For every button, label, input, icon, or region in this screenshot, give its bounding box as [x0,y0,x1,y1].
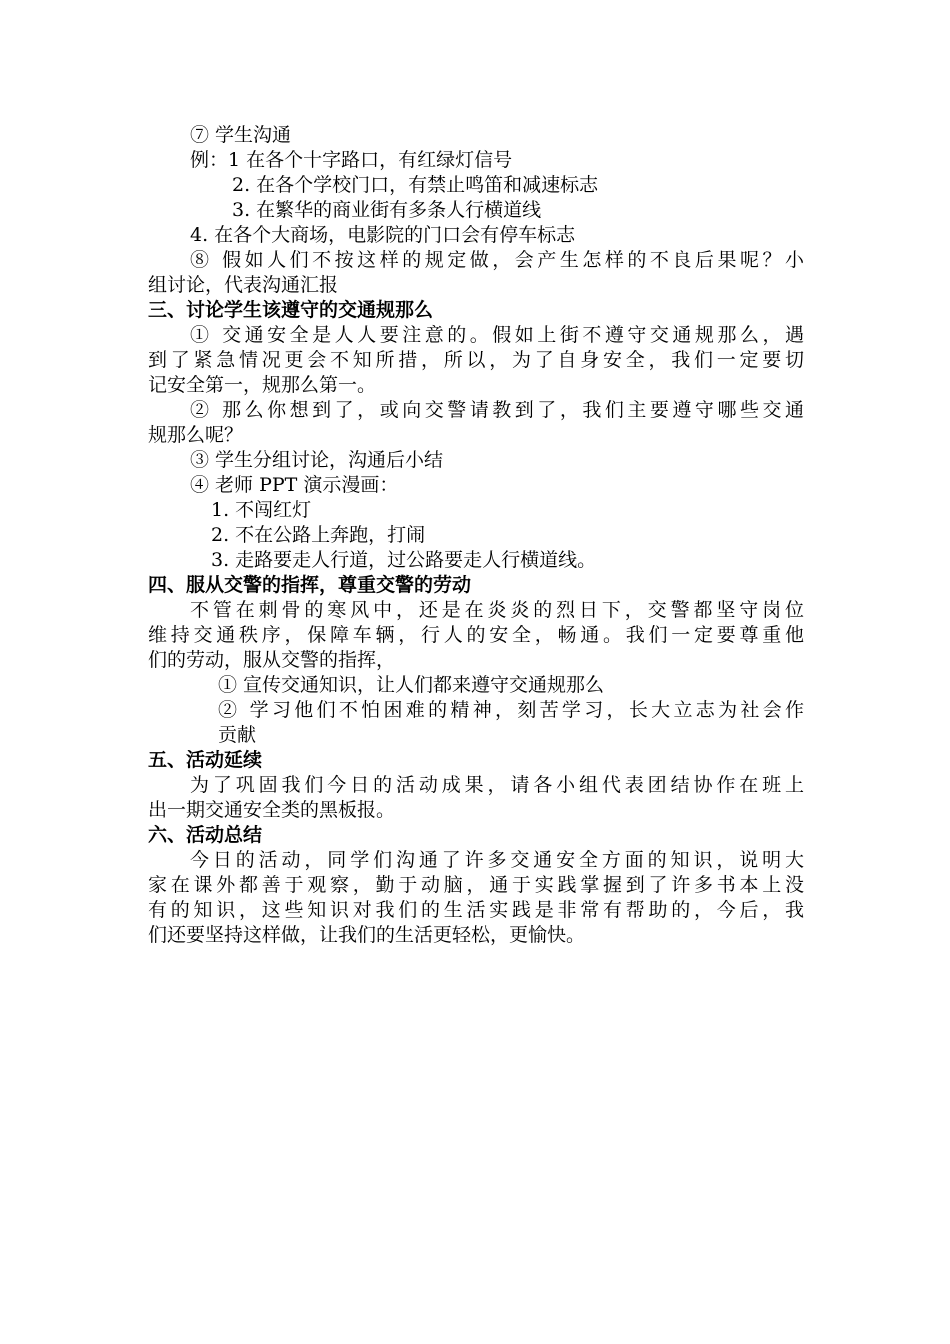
step-8-line-2: 组讨论，代表沟通汇报 [148,274,339,296]
para-6-line-4: 们还要坚持这样做，让我们的生活更轻松，更愉快。 [148,924,586,946]
para-5-line-1: 为了巩固我们今日的活动成果，请各小组代表团结协作在班上 [190,774,804,796]
para-3-4: ④ 老师 PPT 演示漫画： [190,474,399,496]
section-heading-4: 四、服从交警的指挥，尊重交警的劳动 [148,574,472,596]
section-heading-3: 三、讨论学生该遵守的交通规那么 [148,299,434,321]
para-6-line-3: 有的知识，这些知识对我们的生活实践是非常有帮助的，今后，我 [148,899,804,921]
item-4-2-line-1: ② 学习他们不怕困难的精神，刻苦学习，长大立志为社会作 [218,699,804,721]
para-4-line-3: 们的劳动，服从交警的指挥， [148,649,396,671]
para-3-1-line-1: ① 交通安全是人人要注意的。假如上街不遵守交通规那么，遇 [190,324,804,346]
example-line-3: 3. 在繁华的商业街有多条人行横道线 [232,199,542,221]
example-line-2: 2. 在各个学校门口，有禁止鸣笛和减速标志 [232,174,599,196]
cartoon-item-1: 1. 不闯红灯 [211,499,312,521]
example-line-4: 4. 在各个大商场，电影院的门口会有停车标志 [190,224,576,246]
cartoon-item-2: 2. 不在公路上奔跑，打闹 [211,524,426,546]
cartoon-item-3: 3. 走路要走人行道，过公路要走人行横道线。 [211,549,597,571]
para-4-line-2: 维持交通秩序，保障车辆，行人的安全，畅通。我们一定要尊重他 [148,624,804,646]
item-4-2-line-2: 贡献 [218,724,257,746]
step-8-line-1: ⑧ 假如人们不按这样的规定做，会产生怎样的不良后果呢？小 [190,249,804,271]
para-4-line-1: 不管在刺骨的寒风中，还是在炎炎的烈日下，交警都坚守岗位 [190,599,804,621]
para-3-1-line-2: 到了紧急情况更会不知所措，所以，为了自身安全，我们一定要切 [148,349,804,371]
para-3-1-line-3: 记安全第一，规那么第一。 [148,374,377,396]
example-line-1: 例：1 在各个十字路口，有红绿灯信号 [190,149,513,171]
para-3-3: ③ 学生分组讨论，沟通后小结 [190,449,444,471]
section-heading-5: 五、活动延续 [148,749,263,771]
para-5-line-2: 出一期交通安全类的黑板报。 [148,799,396,821]
item-4-1: ① 宣传交通知识，让人们都来遵守交通规那么 [218,674,605,696]
step-7-line: ⑦ 学生沟通 [190,124,292,146]
para-3-2-line-2: 规那么呢？ [148,424,244,446]
para-3-2-line-1: ② 那么你想到了，或向交警请教到了，我们主要遵守哪些交通 [190,399,804,421]
section-heading-6: 六、活动总结 [148,824,263,846]
para-6-line-2: 家在课外都善于观察，勤于动脑，通于实践掌握到了许多书本上没 [148,874,804,896]
para-6-line-1: 今日的活动，同学们沟通了许多交通安全方面的知识，说明大 [190,849,804,871]
